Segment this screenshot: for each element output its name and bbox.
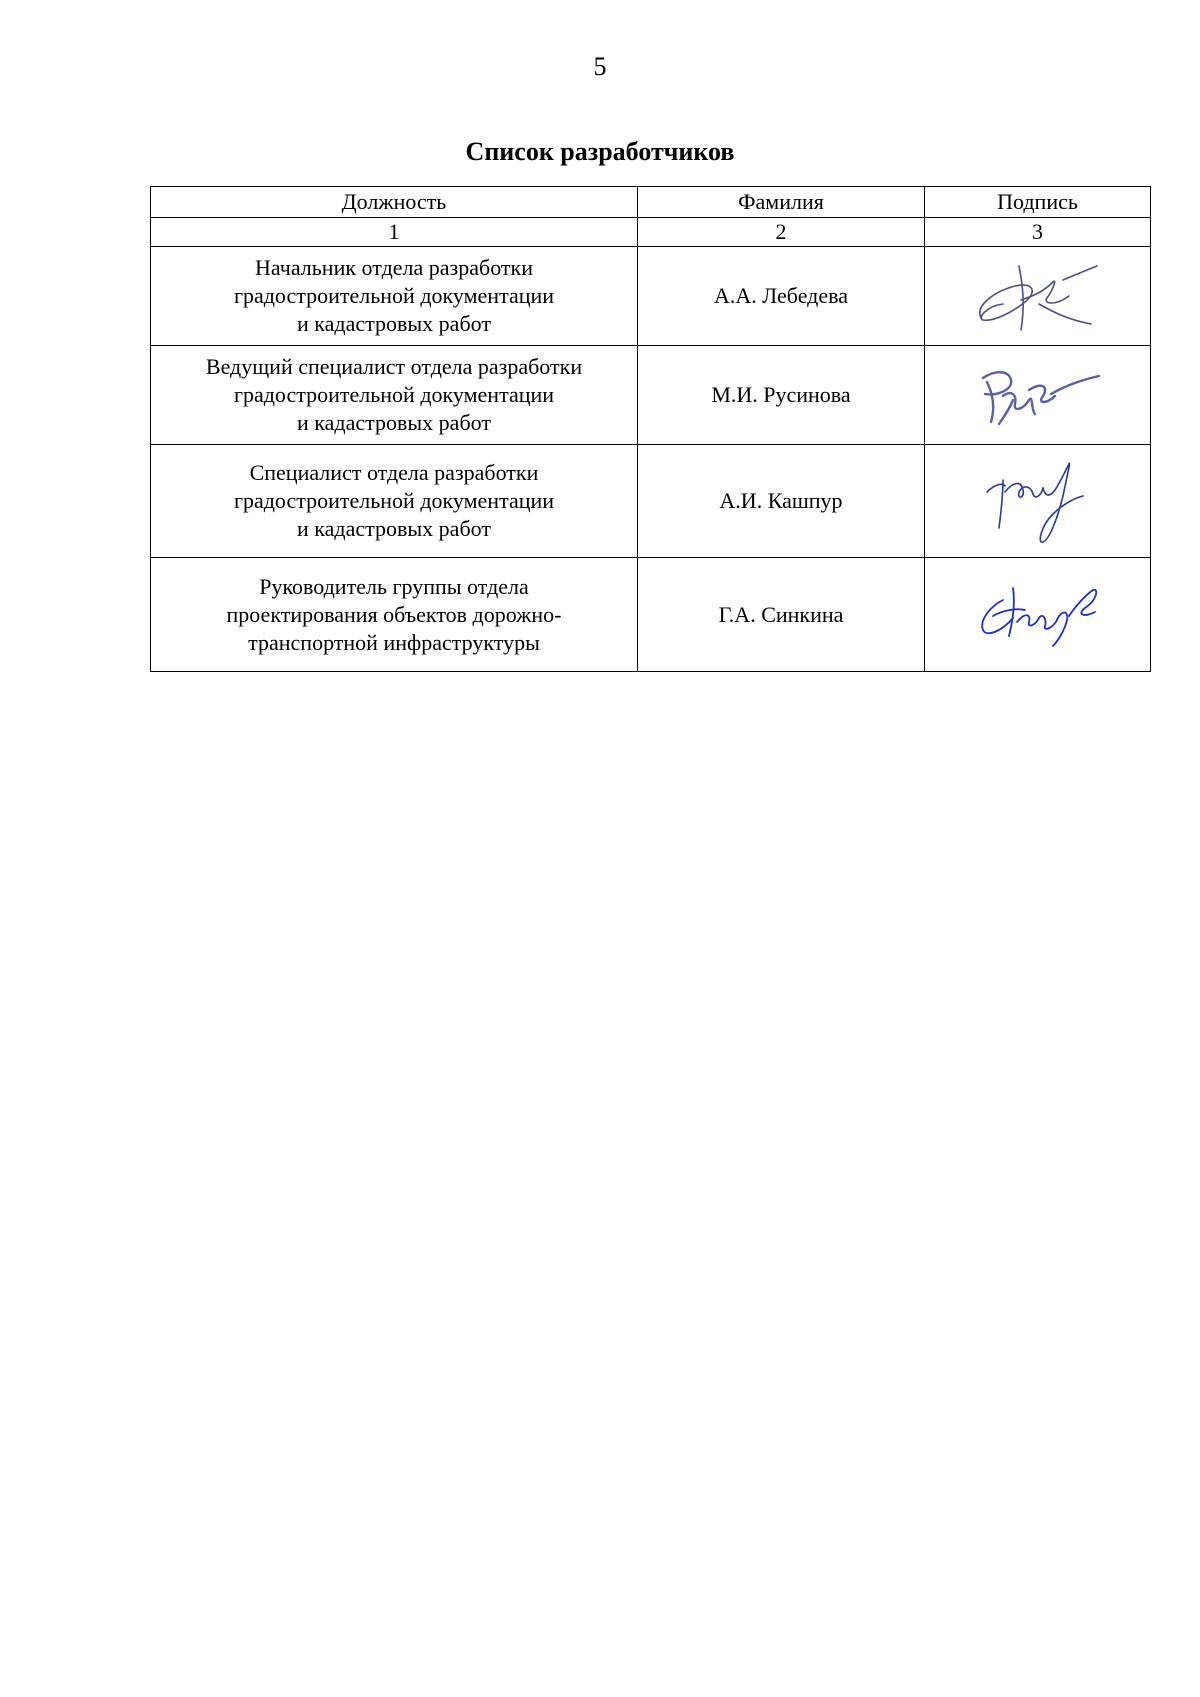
- column-number: 1: [151, 218, 638, 247]
- signature-cell: [925, 247, 1151, 346]
- header-position: Должность: [151, 187, 638, 218]
- developers-table: [150, 186, 1151, 672]
- signature-cell: [925, 558, 1151, 672]
- signature-cell: [925, 445, 1151, 558]
- position-text: Ведущий специалист отдела разработки градостроительной документации и кадастровых работ: [205, 354, 583, 435]
- page-number: 5: [593, 52, 607, 81]
- position-text: Начальник отдела разработки градостроительной документации и кадастровых работ: [233, 255, 555, 336]
- handwritten-signature-icon: [973, 360, 1103, 430]
- surname-cell: М.И. Русинова: [638, 346, 925, 445]
- document-title: Список разработчиков: [465, 137, 735, 166]
- position-cell: [151, 558, 638, 672]
- table-column-numbers-row: [151, 218, 1151, 247]
- position-text: Специалист отдела разработки градостроительной документации и кадастровых работ: [233, 460, 555, 541]
- table-header-row: [151, 187, 1151, 218]
- table-row: [151, 247, 1151, 346]
- surname-cell: Г.А. Синкина: [638, 558, 925, 672]
- column-number: 2: [638, 218, 925, 247]
- position-text: Руководитель группы отдела проектирования объектов дорожно- транспортной инфраструктуры: [226, 573, 562, 655]
- handwritten-signature-icon: [973, 580, 1103, 650]
- header-surname: Фамилия: [638, 187, 925, 218]
- header-signature: Подпись: [925, 187, 1151, 218]
- position-cell: [151, 247, 638, 346]
- signature-cell: [925, 346, 1151, 445]
- column-number: 3: [925, 218, 1151, 247]
- position-cell: [151, 445, 638, 558]
- table-row: [151, 445, 1151, 558]
- table-row: [151, 346, 1151, 445]
- surname-cell: А.И. Кашпур: [638, 445, 925, 558]
- handwritten-signature-icon: [983, 456, 1093, 546]
- surname-cell: А.А. Лебедева: [638, 247, 925, 346]
- table-row: [151, 558, 1151, 672]
- handwritten-signature-icon: [973, 256, 1103, 336]
- position-cell: [151, 346, 638, 445]
